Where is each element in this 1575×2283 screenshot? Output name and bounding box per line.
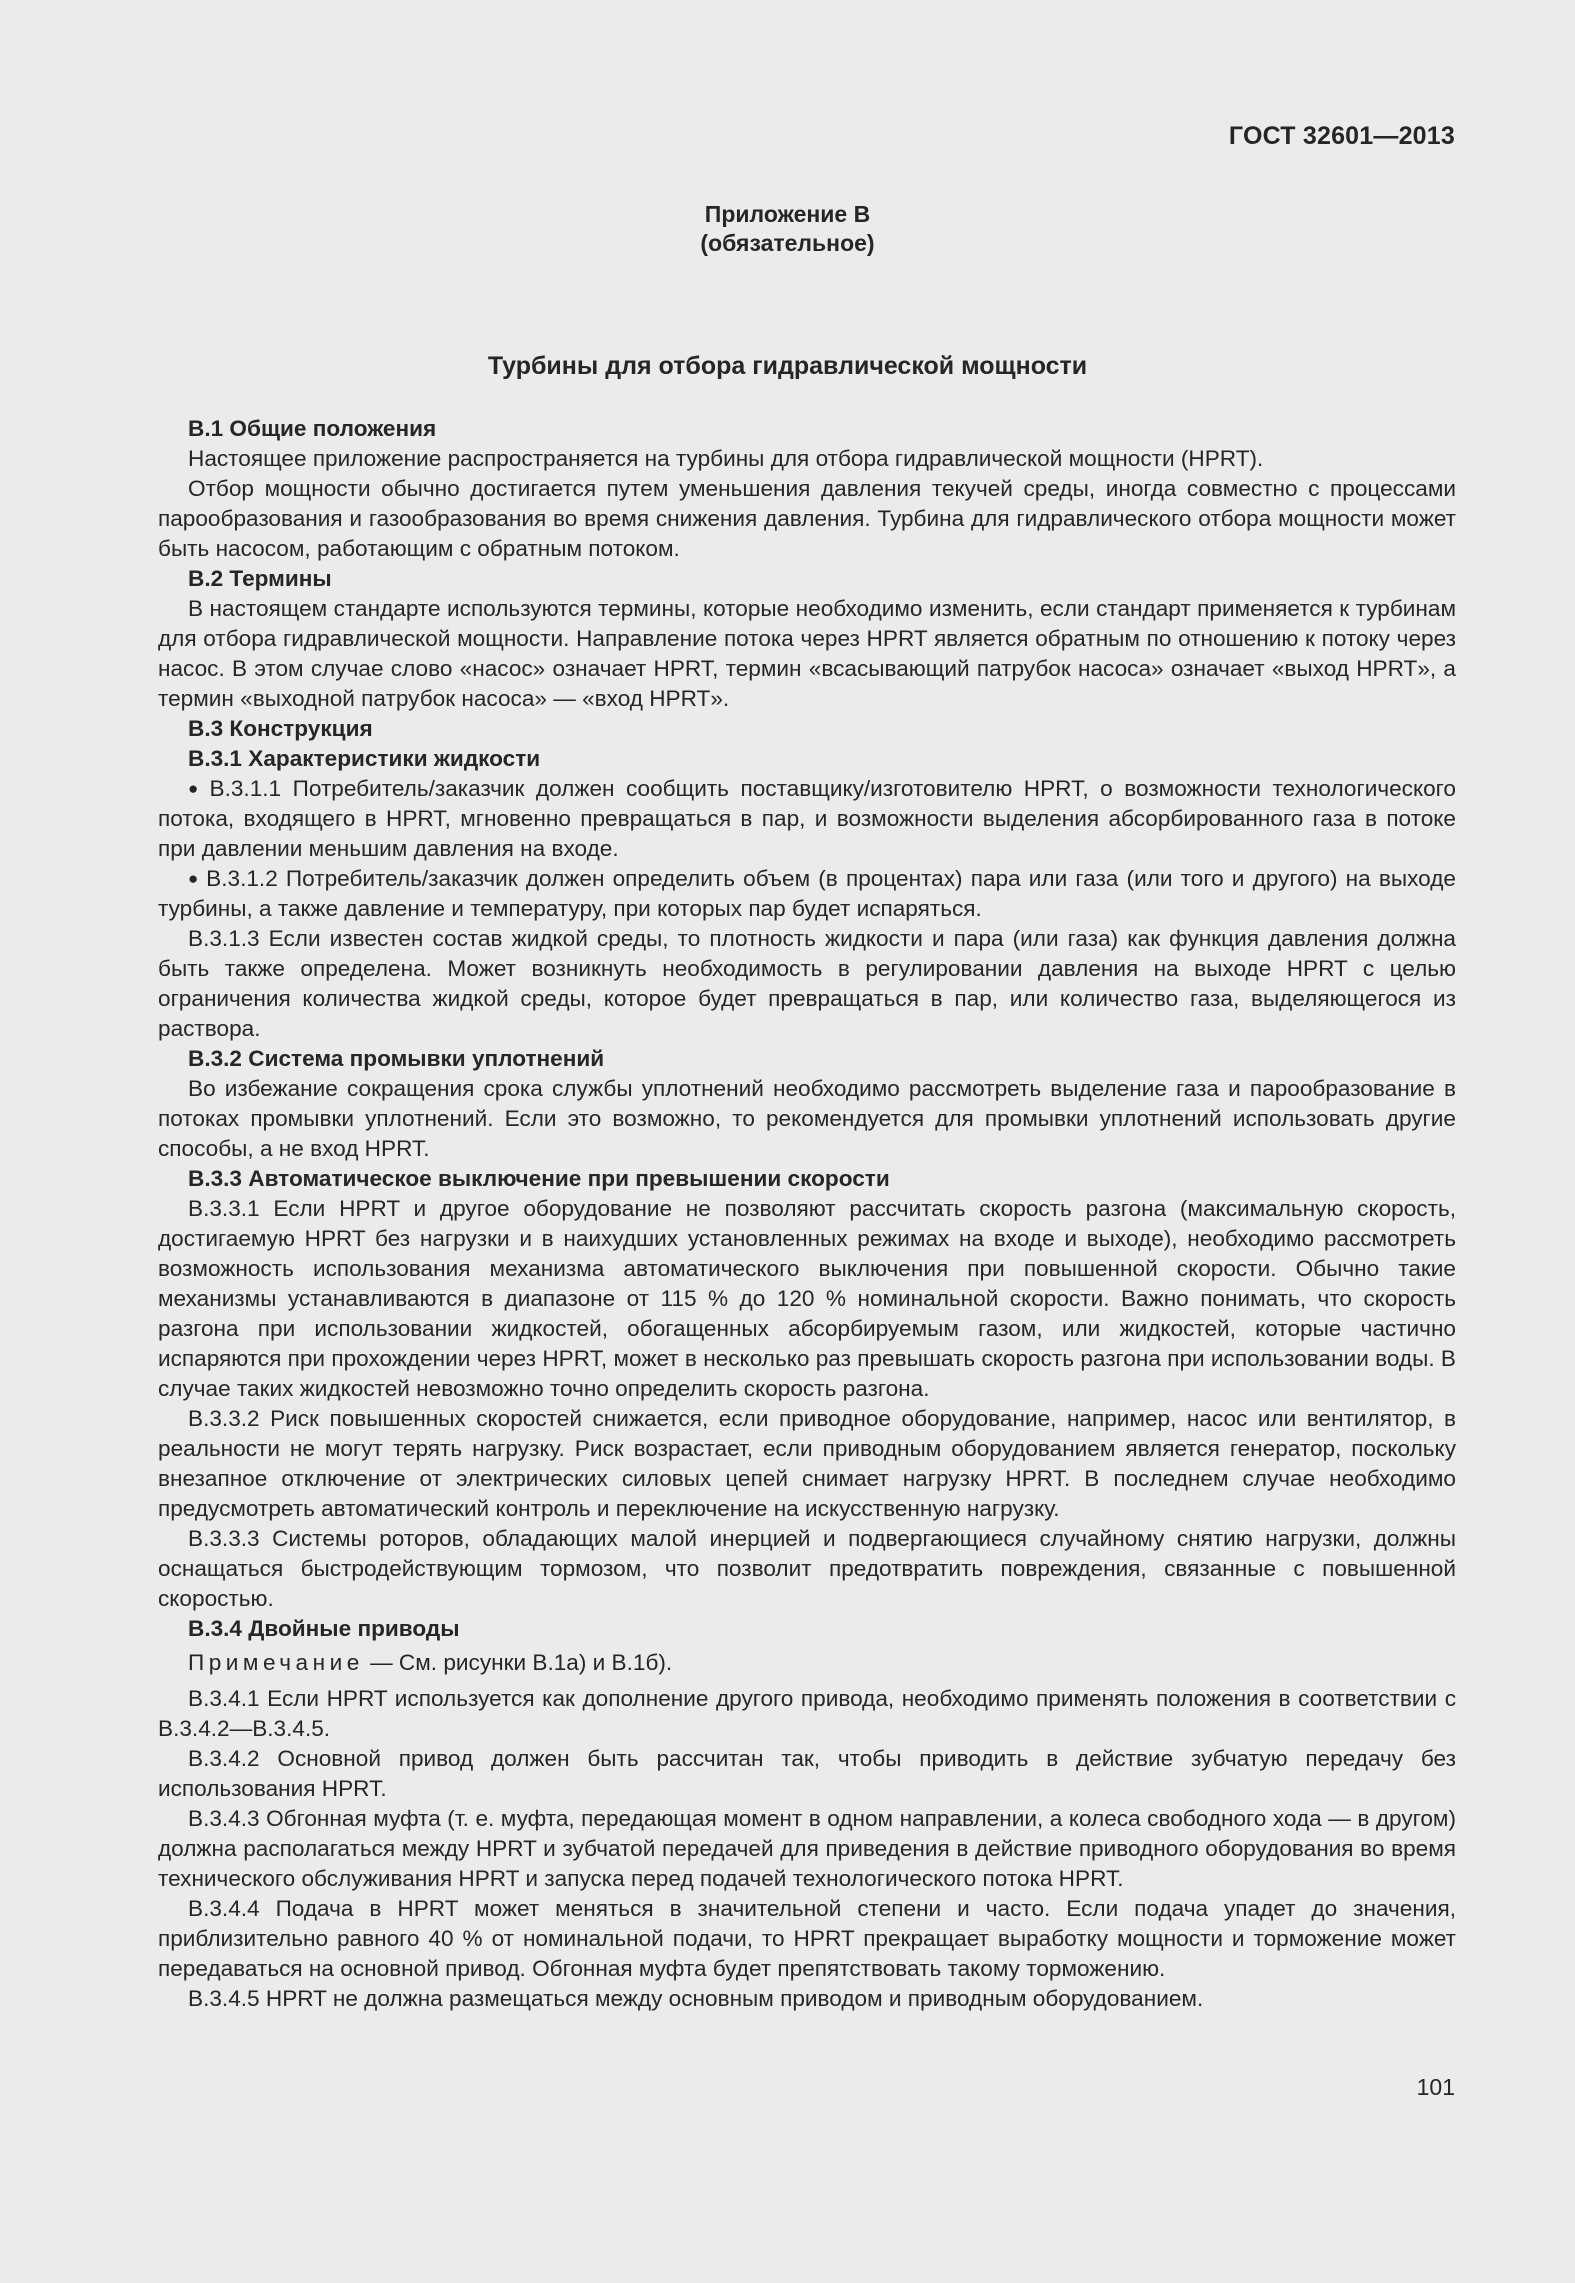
note — [158, 1648, 1456, 1678]
paragraph: В.3.1.3 Если известен состав жидкой среды, то плотность жидкости и пара (или газа) как функция давления должна быть также определена. Может возникнуть необходимость в регулировании давления на выходе HPRT с целью ограничения количества жидкой среды, которое будет превращаться в пар, или количество газа, выделяющегося из раствора. — [158, 926, 1456, 1041]
paragraph: Отбор мощности обычно достигается путем уменьшения давления текучей среды, иногда совместно с процессами парообразования и газообразования во время снижения давления. Турбина для гидравлического отбора мощности может быть насосом, работающим с обратным потоком. — [158, 476, 1456, 561]
annex-status: (обязательное) — [700, 230, 875, 256]
section-heading-b33: В.3.3 Автоматическое выключение при превышении скорости — [188, 1166, 890, 1191]
annex-title: Приложение В — [704, 201, 871, 227]
paragraph: В.3.4.2 Основной привод должен быть рассчитан так, чтобы приводить в действие зубчатую передачу без использования HPRT. — [158, 1746, 1456, 1801]
paragraph: В.3.4.1 Если HPRT используется как дополнение другого привода, необходимо применять положения в соответствии с В.3.4.2—В.3.4.5. — [158, 1686, 1456, 1741]
section-heading-b34: В.3.4 Двойные приводы — [188, 1616, 460, 1641]
paragraph: Настоящее приложение распространяется на турбины для отбора гидравлической мощности (HPRT). — [188, 446, 1264, 471]
section-heading-b31: В.3.1 Характеристики жидкости — [188, 746, 541, 771]
paragraph-text: В.3.1.2 Потребитель/заказчик должен определить объем (в процентах) пара или газа (или того и другого) на выходе турбины, а также давление и температуру, при которых пар будет испаряться. — [158, 866, 1456, 921]
paragraph-text: В.3.1.1 Потребитель/заказчик должен сообщить поставщику/изготовителю HPRT, о возможности технологического потока, входящего в HPRT, мгновенно превращаться в пар, и возможности выделения абсорбированного газа в потоке при давлении меньшим давления на входе. — [158, 776, 1456, 861]
paragraph: В настоящем стандарте используются термины, которые необходимо изменить, если стандарт применяется к турбинам для отбора гидравлической мощности. Направление потока через HPRT является обратным по отношению к потоку через насос. В этом случае слово «насос» означает HPRT, термин «всасывающий патрубок насоса» означает «выход HPRT», а термин «выходной патрубок насоса» — «вход HPRT». — [158, 596, 1456, 711]
paragraph: Во избежание сокращения срока службы уплотнений необходимо рассмотреть выделение газа и парообразование в потоках промывки уплотнений. Если это возможно, то рекомендуется для промывки уплотнений использовать другие способы, а не вход HPRT. — [158, 1076, 1456, 1161]
standard-number: ГОСТ 32601—2013 — [1228, 122, 1455, 150]
paragraph: В.3.4.5 HPRT не должна размещаться между основным приводом и приводным оборудованием. — [188, 1986, 1204, 2011]
section-heading-b3: В.3 Конструкция — [188, 716, 373, 741]
note-label: Примечание — [188, 1650, 364, 1675]
paragraph: В.3.3.2 Риск повышенных скоростей снижается, если приводное оборудование, например, насос или вентилятор, в реальности не могут терять нагрузку. Риск возрастает, если приводным оборудованием является генератор, поскольку внезапное отключение от электрических силовых цепей снимает нагрузку HPRT. В последнем случае необходимо предусмотреть автоматический контроль и переключение на искусственную нагрузку. — [158, 1406, 1456, 1521]
paragraph: В.3.3.3 Системы роторов, обладающих малой инерцией и подвергающиеся случайному снятию нагрузки, должны оснащаться быстродействующим тормозом, что позволит предотвратить повреждения, связанные с повышенной скоростью. — [158, 1526, 1456, 1611]
bullet-icon: ● — [188, 869, 201, 888]
paragraph-bulleted — [158, 774, 1456, 864]
document-body — [158, 414, 1456, 2014]
bullet-icon: ● — [188, 779, 204, 798]
paragraph-bulleted — [158, 864, 1456, 924]
paragraph: В.3.3.1 Если HPRT и другое оборудование не позволяют рассчитать скорость разгона (максимальную скорость, достигаемую HPRT без нагрузки и в наихудших установленных режимах на входе и выходе), необходимо рассмотреть возможность использования механизма автоматического выключения при повышенной скорости. Обычно такие механизмы устанавливаются в диапазоне от 115 % до 120 % номинальной скорости. Важно понимать, что скорость разгона при использовании жидкостей, обогащенных абсорбируемым газом, или жидкостей, которые частично испаряются при прохождении через HPRT, может в несколько раз превышать скорость разгона при использовании воды. В случае таких жидкостей невозможно точно определить скорость разгона. — [158, 1196, 1456, 1401]
paragraph: В.3.4.3 Обгонная муфта (т. е. муфта, передающая момент в одном направлении, а колеса свободного хода — в другом) должна располагаться между HPRT и зубчатой передачей для приведения в действие приводного оборудования во время технического обслуживания HPRT и запуска перед подачей технологического потока HPRT. — [158, 1806, 1456, 1891]
section-heading-b1: В.1 Общие положения — [188, 416, 437, 441]
note-text: — См. рисунки В.1а) и В.1б). — [370, 1650, 673, 1675]
page-number: 101 — [1416, 2074, 1455, 2100]
paragraph: В.3.4.4 Подача в HPRT может меняться в значительной степени и часто. Если подача упадет до значения, приблизительно равного 40 % от номинальной подачи, то HPRT прекращает выработку мощности и торможение может передаваться на основной привод. Обгонная муфта будет препятствовать такому торможению. — [158, 1896, 1456, 1981]
annex-heading — [0, 200, 1575, 258]
section-heading-b32: В.3.2 Система промывки уплотнений — [188, 1046, 605, 1071]
section-heading-b2: В.2 Термины — [188, 566, 332, 591]
document-title: Турбины для отбора гидравлической мощности — [487, 352, 1088, 380]
